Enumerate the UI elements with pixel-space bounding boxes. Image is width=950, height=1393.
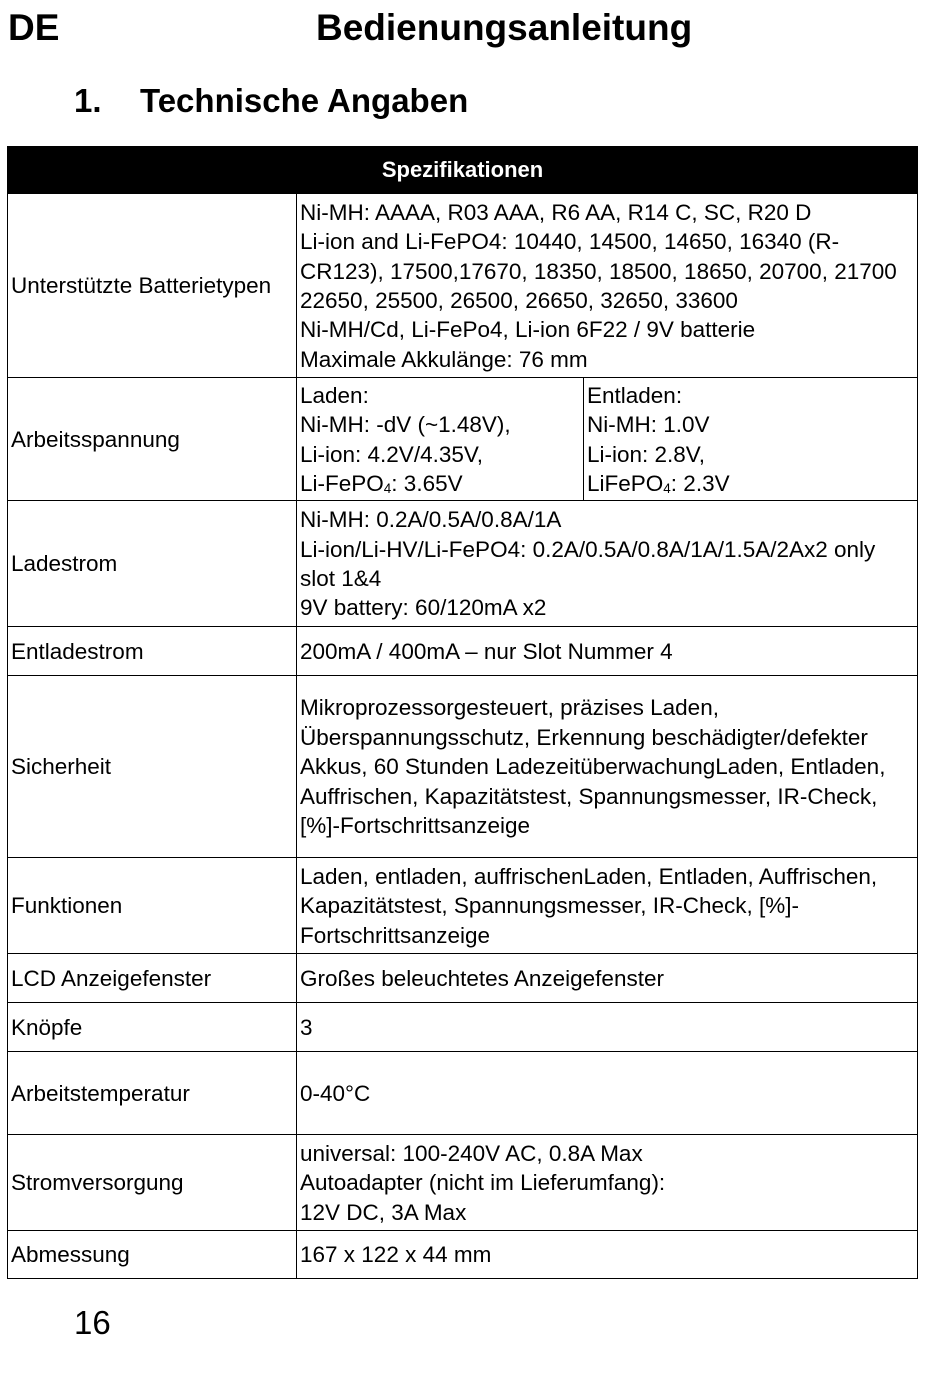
value-line: Li-ion/Li-HV/Li-FePO4: 0.2A/0.5A/0.8A/1A/1.5A/2Ax2 only slot 1&4	[300, 536, 882, 591]
section-title: Technische Angaben	[140, 82, 469, 119]
row-value	[297, 194, 918, 378]
section-number: 1.	[74, 82, 102, 119]
table-row	[8, 194, 918, 378]
spec-table	[7, 146, 918, 1279]
row-value: 200mA / 400mA – nur Slot Nummer 4	[297, 627, 918, 676]
value-line: Ni-MH: 0.2A/0.5A/0.8A/1A	[300, 507, 562, 533]
charge-lifepo-value: : 3.65V	[391, 470, 463, 496]
charge-nimh: Ni-MH: -dV (~1.48V),	[300, 412, 511, 438]
row-label: Entladestrom	[8, 627, 297, 676]
value-line: Ni-MH/Cd, Li-FePo4, Li-ion 6F22 / 9V batterie	[300, 317, 756, 343]
value-line: 9V battery: 60/120mA x2	[300, 595, 547, 621]
value-line: universal: 100-240V AC, 0.8A Max	[300, 1140, 643, 1166]
table-row	[8, 1135, 918, 1231]
row-label: Knöpfe	[8, 1003, 297, 1052]
value-line: Ni-MH: AAAA, R03 AAA, R6 AA, R14 C, SC, R20 D	[300, 199, 812, 225]
row-label: Abmessung	[8, 1231, 297, 1279]
row-value: Mikroprozessorgesteuert, präzises Laden, Überspannungsschutz, Erkennung beschädigter/defekter Akkus, 60 Stunden LadezeitüberwachungLaden, Entladen, Auffrischen, Kapazitätstest, Spannungsmesser, IR-Check, [%]-Fortschrittsanzeige	[297, 676, 918, 858]
page-number: 16	[74, 1304, 111, 1341]
table-header-row	[8, 147, 918, 194]
table-row	[8, 1231, 918, 1279]
language-code: DE	[8, 7, 60, 48]
table-row	[8, 954, 918, 1003]
charge-liion: Li-ion: 4.2V/4.35V,	[300, 441, 484, 467]
value-line: Autoadapter (nicht im Lieferumfang):	[300, 1170, 666, 1196]
document-title: Bedienungsanleitung	[316, 7, 693, 48]
row-label: Stromversorgung	[8, 1135, 297, 1231]
row-value: 3	[297, 1003, 918, 1052]
table-row	[8, 1052, 918, 1135]
row-value	[297, 501, 918, 627]
discharge-lifepo-value: : 2.3V	[670, 470, 730, 496]
table-row	[8, 1003, 918, 1052]
discharge-voltage-cell	[584, 378, 918, 501]
row-label: LCD Anzeigefenster	[8, 954, 297, 1003]
row-value: Großes beleuchtetes Anzeigefenster	[297, 954, 918, 1003]
value-line: Maximale Akkulänge: 76 mm	[300, 346, 588, 372]
row-label: Funktionen	[8, 858, 297, 954]
charge-lifepo-subscript: 4	[383, 480, 392, 496]
section-heading	[74, 80, 468, 122]
charge-lifepo	[300, 469, 580, 498]
row-label: Sicherheit	[8, 676, 297, 858]
discharge-lifepo	[587, 469, 914, 498]
discharge-lifepo-prefix: LiFePO	[587, 470, 664, 496]
value-line: Li-ion and Li-FePO4: 10440, 14500, 14650, 16340 (R-CR123), 17500,17670, 18350, 18500, 18650, 20700, 21700 22650, 25500, 26500, 26650, 32650, 33600	[300, 229, 904, 313]
row-value: Laden, entladen, auffrischenLaden, Entladen, Auffrischen, Kapazitätstest, Spannungsmesser, IR-Check, [%]-Fortschrittsanzeige	[297, 858, 918, 954]
table-row	[8, 378, 918, 501]
row-label: Arbeitsspannung	[8, 378, 297, 501]
row-label: Unterstützte Batterietypen	[8, 194, 297, 378]
discharge-lifepo-subscript: 4	[663, 480, 671, 496]
discharge-liion: Li-ion: 2.8V,	[587, 441, 706, 467]
charge-lifepo-prefix: Li-FePO	[300, 470, 384, 496]
row-value: 167 x 122 x 44 mm	[297, 1231, 918, 1279]
row-value	[297, 1135, 918, 1231]
table-row	[8, 858, 918, 954]
value-line: 12V DC, 3A Max	[300, 1199, 467, 1225]
table-header: Spezifikationen	[8, 147, 918, 194]
row-label: Ladestrom	[8, 501, 297, 627]
table-row	[8, 627, 918, 676]
row-value: 0-40°C	[297, 1052, 918, 1135]
charge-title: Laden:	[300, 382, 369, 408]
charge-voltage-cell	[297, 378, 584, 501]
row-label: Arbeitstemperatur	[8, 1052, 297, 1135]
discharge-nimh: Ni-MH: 1.0V	[587, 412, 710, 438]
discharge-title: Entladen:	[587, 382, 683, 408]
table-row	[8, 676, 918, 858]
table-row	[8, 501, 918, 627]
